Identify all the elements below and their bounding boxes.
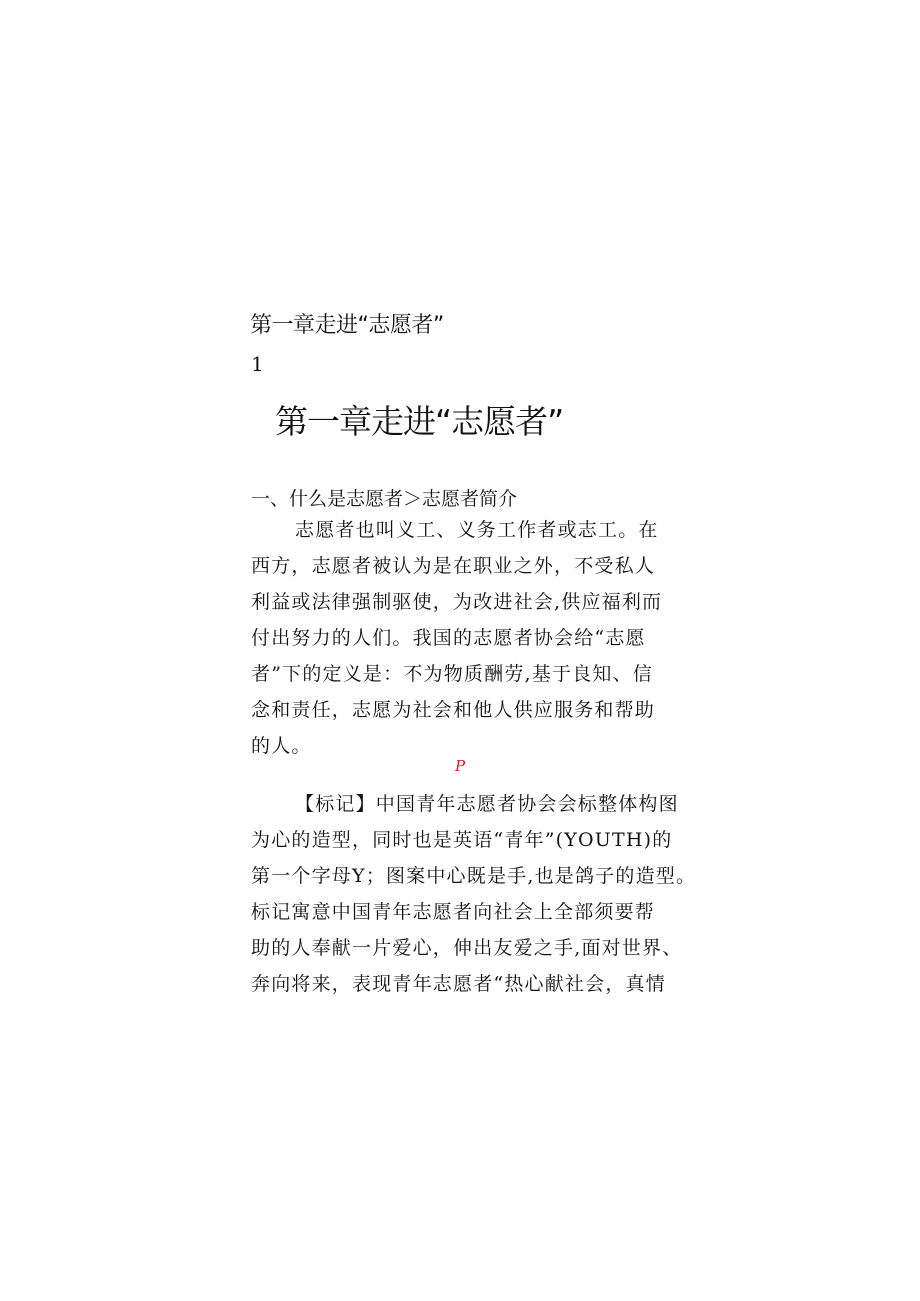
paragraph-line: 第一个字母Y；图案中心既是手,也是鸽子的造型。 bbox=[251, 865, 697, 887]
section-heading: 一、什么是志愿者＞志愿者简介 bbox=[251, 488, 518, 510]
paragraph-line: 志愿者也叫义工、义务工作者或志工。在 bbox=[295, 519, 659, 541]
red-marker: P bbox=[455, 757, 466, 775]
paragraph-emblem bbox=[251, 786, 697, 1002]
paragraph-line: 西方，志愿者被认为是在职业之外，不受私人 bbox=[251, 555, 656, 577]
paragraph-line: 为心的造型，同时也是英语“青年”(YOUTH)的 bbox=[251, 829, 673, 851]
paragraph-line: 付出努力的人们。我国的志愿者协会给“志愿 bbox=[251, 627, 646, 649]
paragraph-line: 的人。 bbox=[251, 735, 312, 757]
chapter-title: 第一章走进“志愿者” bbox=[275, 402, 564, 441]
paragraph-definition bbox=[251, 512, 691, 764]
paragraph-line: 奔向将来，表现青年志愿者“热心献社会，真情 bbox=[251, 973, 666, 995]
paragraph-line: 利益或法律强制驱使，为改进社会,供应福利而 bbox=[251, 591, 663, 613]
paragraph-line: 【标记】中国青年志愿者协会会标整体构图 bbox=[295, 793, 679, 815]
paragraph-line: 助的人奉献一片爱心，伸出友爱之手,面对世界、 bbox=[251, 937, 683, 959]
page-number: 1 bbox=[251, 352, 264, 376]
paragraph-line: 念和责任，志愿为社会和他人供应服务和帮助 bbox=[251, 699, 656, 721]
paragraph-line: 标记寓意中国青年志愿者向社会上全部须要帮 bbox=[251, 901, 656, 923]
running-header-title: 第一章走进“志愿者” bbox=[250, 313, 444, 338]
paragraph-line: 者”下的定义是：不为物质酬劳,基于良知、信 bbox=[251, 663, 653, 685]
